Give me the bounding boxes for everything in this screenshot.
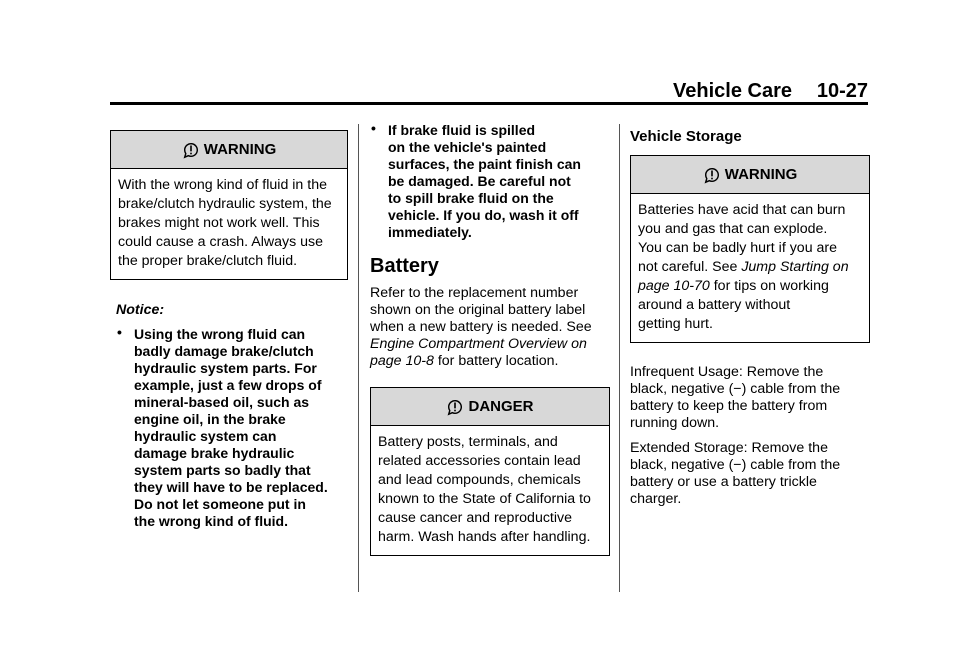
bullet-line: on the vehicle's painted	[388, 139, 547, 155]
bullet-line: hydraulic system can	[134, 428, 277, 444]
danger-body	[371, 426, 609, 555]
battery-paragraph	[370, 285, 610, 370]
page-number: 10-27	[816, 80, 868, 102]
paragraph-line: shown on the original battery label	[370, 302, 586, 318]
bullet-line: to spill brake fluid on the	[388, 190, 554, 206]
cross-reference[interactable]: page 10-70	[638, 278, 710, 294]
paragraph-line: black, negative (−) cable from the	[630, 457, 841, 473]
bullet-line: Using the wrong fluid can	[134, 326, 306, 342]
bullet-line: mineral-based oil, such as	[134, 394, 310, 410]
extended-storage-paragraph	[630, 440, 870, 508]
bullet-line: badly damage brake/clutch	[134, 343, 314, 359]
warning-header	[111, 131, 347, 169]
paragraph-line: Extended Storage: Remove the	[630, 440, 828, 456]
warning-line: With the wrong kind of fluid in the	[118, 177, 327, 193]
paragraph-tail: for battery location.	[433, 353, 559, 369]
warning-line: brake/clutch hydraulic system, the	[118, 196, 332, 212]
warning-line: brakes might not work well. This	[118, 215, 320, 231]
warning-icon	[703, 166, 721, 184]
column-divider-left	[358, 124, 359, 592]
cross-reference[interactable]: page 10-8	[370, 353, 434, 369]
bullet-line: surfaces, the paint finish can	[388, 156, 581, 172]
danger-icon	[446, 398, 464, 416]
warning-label: WARNING	[724, 166, 798, 183]
paragraph-line: when a new battery is needed. See	[370, 319, 592, 335]
warning-body	[631, 194, 869, 342]
header-title: Vehicle Care	[673, 80, 792, 102]
infrequent-usage-paragraph	[630, 364, 870, 432]
bullet-line: engine oil, in the brake	[134, 411, 286, 427]
section-title-battery: Battery	[370, 255, 439, 277]
warning-line: around a battery without	[638, 297, 791, 313]
bullet-line: vehicle. If you do, wash it off	[388, 207, 579, 223]
warning-line: could cause a crash. Always use	[118, 234, 324, 250]
bullet-dot-icon: •	[371, 120, 376, 136]
bullet-line: immediately.	[388, 224, 472, 240]
header-rule	[110, 102, 868, 105]
danger-box	[370, 387, 610, 556]
warning-line	[638, 277, 863, 296]
warning-label: WARNING	[203, 141, 277, 158]
paragraph-line: battery to keep the battery from	[630, 398, 828, 414]
cross-reference[interactable]: Engine Compartment Overview on	[370, 336, 587, 352]
paragraph-line: charger.	[630, 491, 682, 507]
warning-box-fluid	[110, 130, 348, 280]
paragraph-line: running down.	[630, 415, 720, 431]
warning-line: You can be badly hurt if you are	[638, 240, 838, 256]
paragraph-line	[370, 353, 610, 370]
warning-text: for tips on working	[709, 278, 829, 294]
column-3	[630, 128, 870, 508]
danger-line: and lead compounds, chemicals	[378, 472, 581, 488]
notice-bullet	[116, 326, 348, 530]
column-1	[110, 130, 348, 530]
spill-bullet	[370, 122, 610, 241]
column-2	[370, 122, 610, 556]
bullet-line: damage brake hydraulic	[134, 445, 295, 461]
bullet-line: the wrong kind of fluid.	[134, 513, 288, 529]
warning-line: the proper brake/clutch fluid.	[118, 253, 298, 269]
warning-body	[111, 169, 347, 279]
bullet-dot-icon: •	[117, 324, 122, 340]
warning-header	[631, 156, 869, 194]
bullet-line: hydraulic system parts. For	[134, 360, 317, 376]
danger-header	[371, 388, 609, 426]
warning-box-battery	[630, 155, 870, 343]
danger-line: cause cancer and reproductive	[378, 510, 573, 526]
paragraph-line: Refer to the replacement number	[370, 285, 579, 301]
column-divider-right	[619, 124, 620, 592]
bullet-line: If brake fluid is spilled	[388, 122, 536, 138]
paragraph-line: battery or use a battery trickle	[630, 474, 817, 490]
notice-label: Notice:	[116, 302, 165, 318]
warning-text: not careful. See	[638, 259, 742, 275]
warning-line: you and gas that can explode.	[638, 221, 828, 237]
section-title-vehicle-storage: Vehicle Storage	[630, 128, 742, 145]
cross-reference[interactable]: Jump Starting on	[741, 259, 849, 275]
bullet-line: they will have to be replaced.	[134, 479, 328, 495]
paragraph-line: Infrequent Usage: Remove the	[630, 364, 824, 380]
danger-line: harm. Wash hands after handling.	[378, 529, 591, 545]
danger-line: known to the State of California to	[378, 491, 591, 507]
danger-label: DANGER	[468, 398, 534, 415]
warning-line: Batteries have acid that can burn	[638, 202, 846, 218]
warning-line	[638, 258, 863, 277]
paragraph-line: black, negative (−) cable from the	[630, 381, 841, 397]
warning-icon	[182, 141, 200, 159]
danger-line: Battery posts, terminals, and	[378, 434, 558, 450]
bullet-line: example, just a few drops of	[134, 377, 322, 393]
danger-line: related accessories contain lead	[378, 453, 581, 469]
running-header	[110, 80, 868, 102]
bullet-line: be damaged. Be careful not	[388, 173, 571, 189]
warning-line: getting hurt.	[638, 316, 713, 332]
bullet-line: system parts so badly that	[134, 462, 311, 478]
bullet-line: Do not let someone put in	[134, 496, 306, 512]
